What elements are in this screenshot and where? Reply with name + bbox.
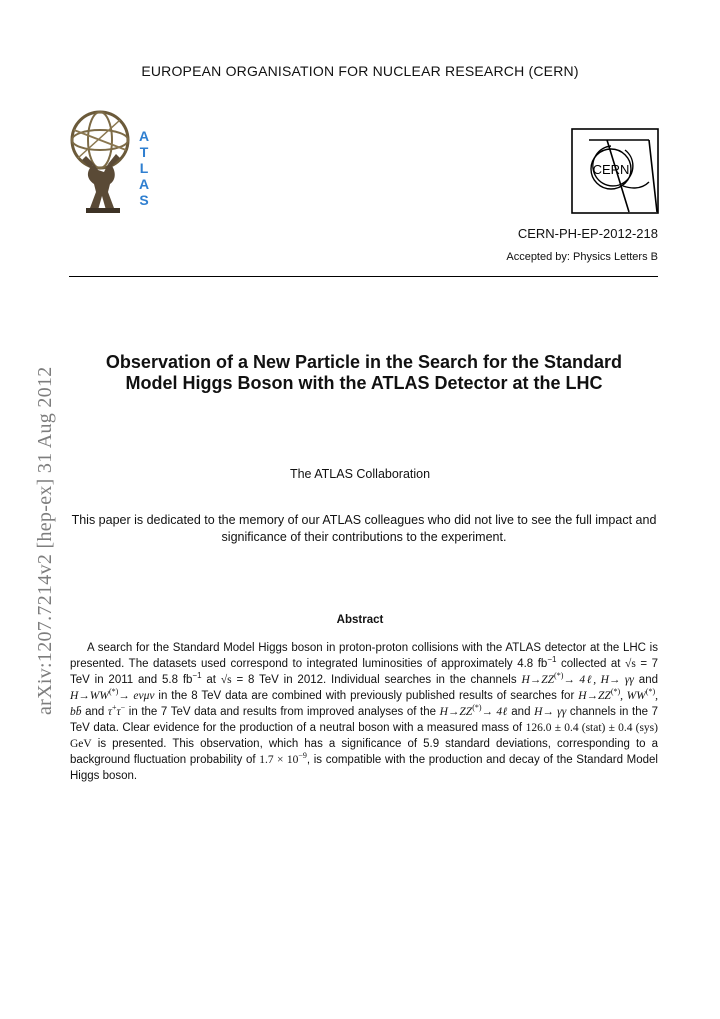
atlas-logo xyxy=(68,108,158,216)
accepted-journal: Accepted by: Physics Letters B xyxy=(506,251,658,263)
paper-title xyxy=(70,352,658,394)
atlas-letter: A xyxy=(138,176,150,192)
cern-logo xyxy=(571,128,659,214)
cern-logo-text: CERN xyxy=(592,162,630,177)
author-list: The ATLAS Collaboration xyxy=(289,467,431,481)
cern-emblem-icon xyxy=(571,128,659,214)
arxiv-stamp: arXiv:1207.7214v2 [hep-ex] 31 Aug 2012 xyxy=(34,366,56,715)
report-number: CERN-PH-EP-2012-218 xyxy=(517,226,658,241)
organisation-header: EUROPEAN ORGANISATION FOR NUCLEAR RESEARCH (CERN) xyxy=(141,63,579,79)
title-line: Model Higgs Boson with the ATLAS Detector at the LHC xyxy=(125,373,603,393)
header-rule xyxy=(69,276,658,277)
abstract-body: A search for the Standard Model Higgs boson in proton-proton collisions with the ATLAS detector at the LHC is presented. The datasets used correspond to integrated luminosities of approximately 4.8 $fb^{-1}$ collected at √s = 7 TeV in 2011 and 5.8 $fb^{-1}$ at √s = 8 TeV in 2012. Individual searches in the channels H→ZZ(*)→ 4ℓ, H→ γγ and H→WW(*)→ eνμν in the 8 TeV data are combined with previously published results of searches for H→ZZ(*), WW(*), bb̄ and τ+τ− in the 7 TeV data and results from improved analyses of the H→ZZ(*)→ 4ℓ and H→ γγ channels in the 7 TeV data. Clear evidence for the production of a neutral boson with a measured mass of 126.0 ± 0.4 (stat) ± 0.4 (sys) GeV is presented. This observation, which has a significance of 5.9 standard deviations, corresponding to a background fluctuation probability of $1.7 \times 10^{-9}$, is compatible with the production and decay of the Standard Model Higgs boson. xyxy=(70,642,658,782)
atlas-letter: L xyxy=(139,160,149,176)
atlas-letter: T xyxy=(139,144,149,160)
title-line: Observation of a New Particle in the Search for the Standard xyxy=(105,352,623,372)
dedication: This paper is dedicated to the memory of our ATLAS colleagues who did not live to see the full impact and significance of their contributions to the experiment. xyxy=(71,513,657,544)
atlas-letter: S xyxy=(139,192,149,208)
abstract-heading: Abstract xyxy=(336,614,384,626)
atlas-letter: A xyxy=(138,128,150,144)
